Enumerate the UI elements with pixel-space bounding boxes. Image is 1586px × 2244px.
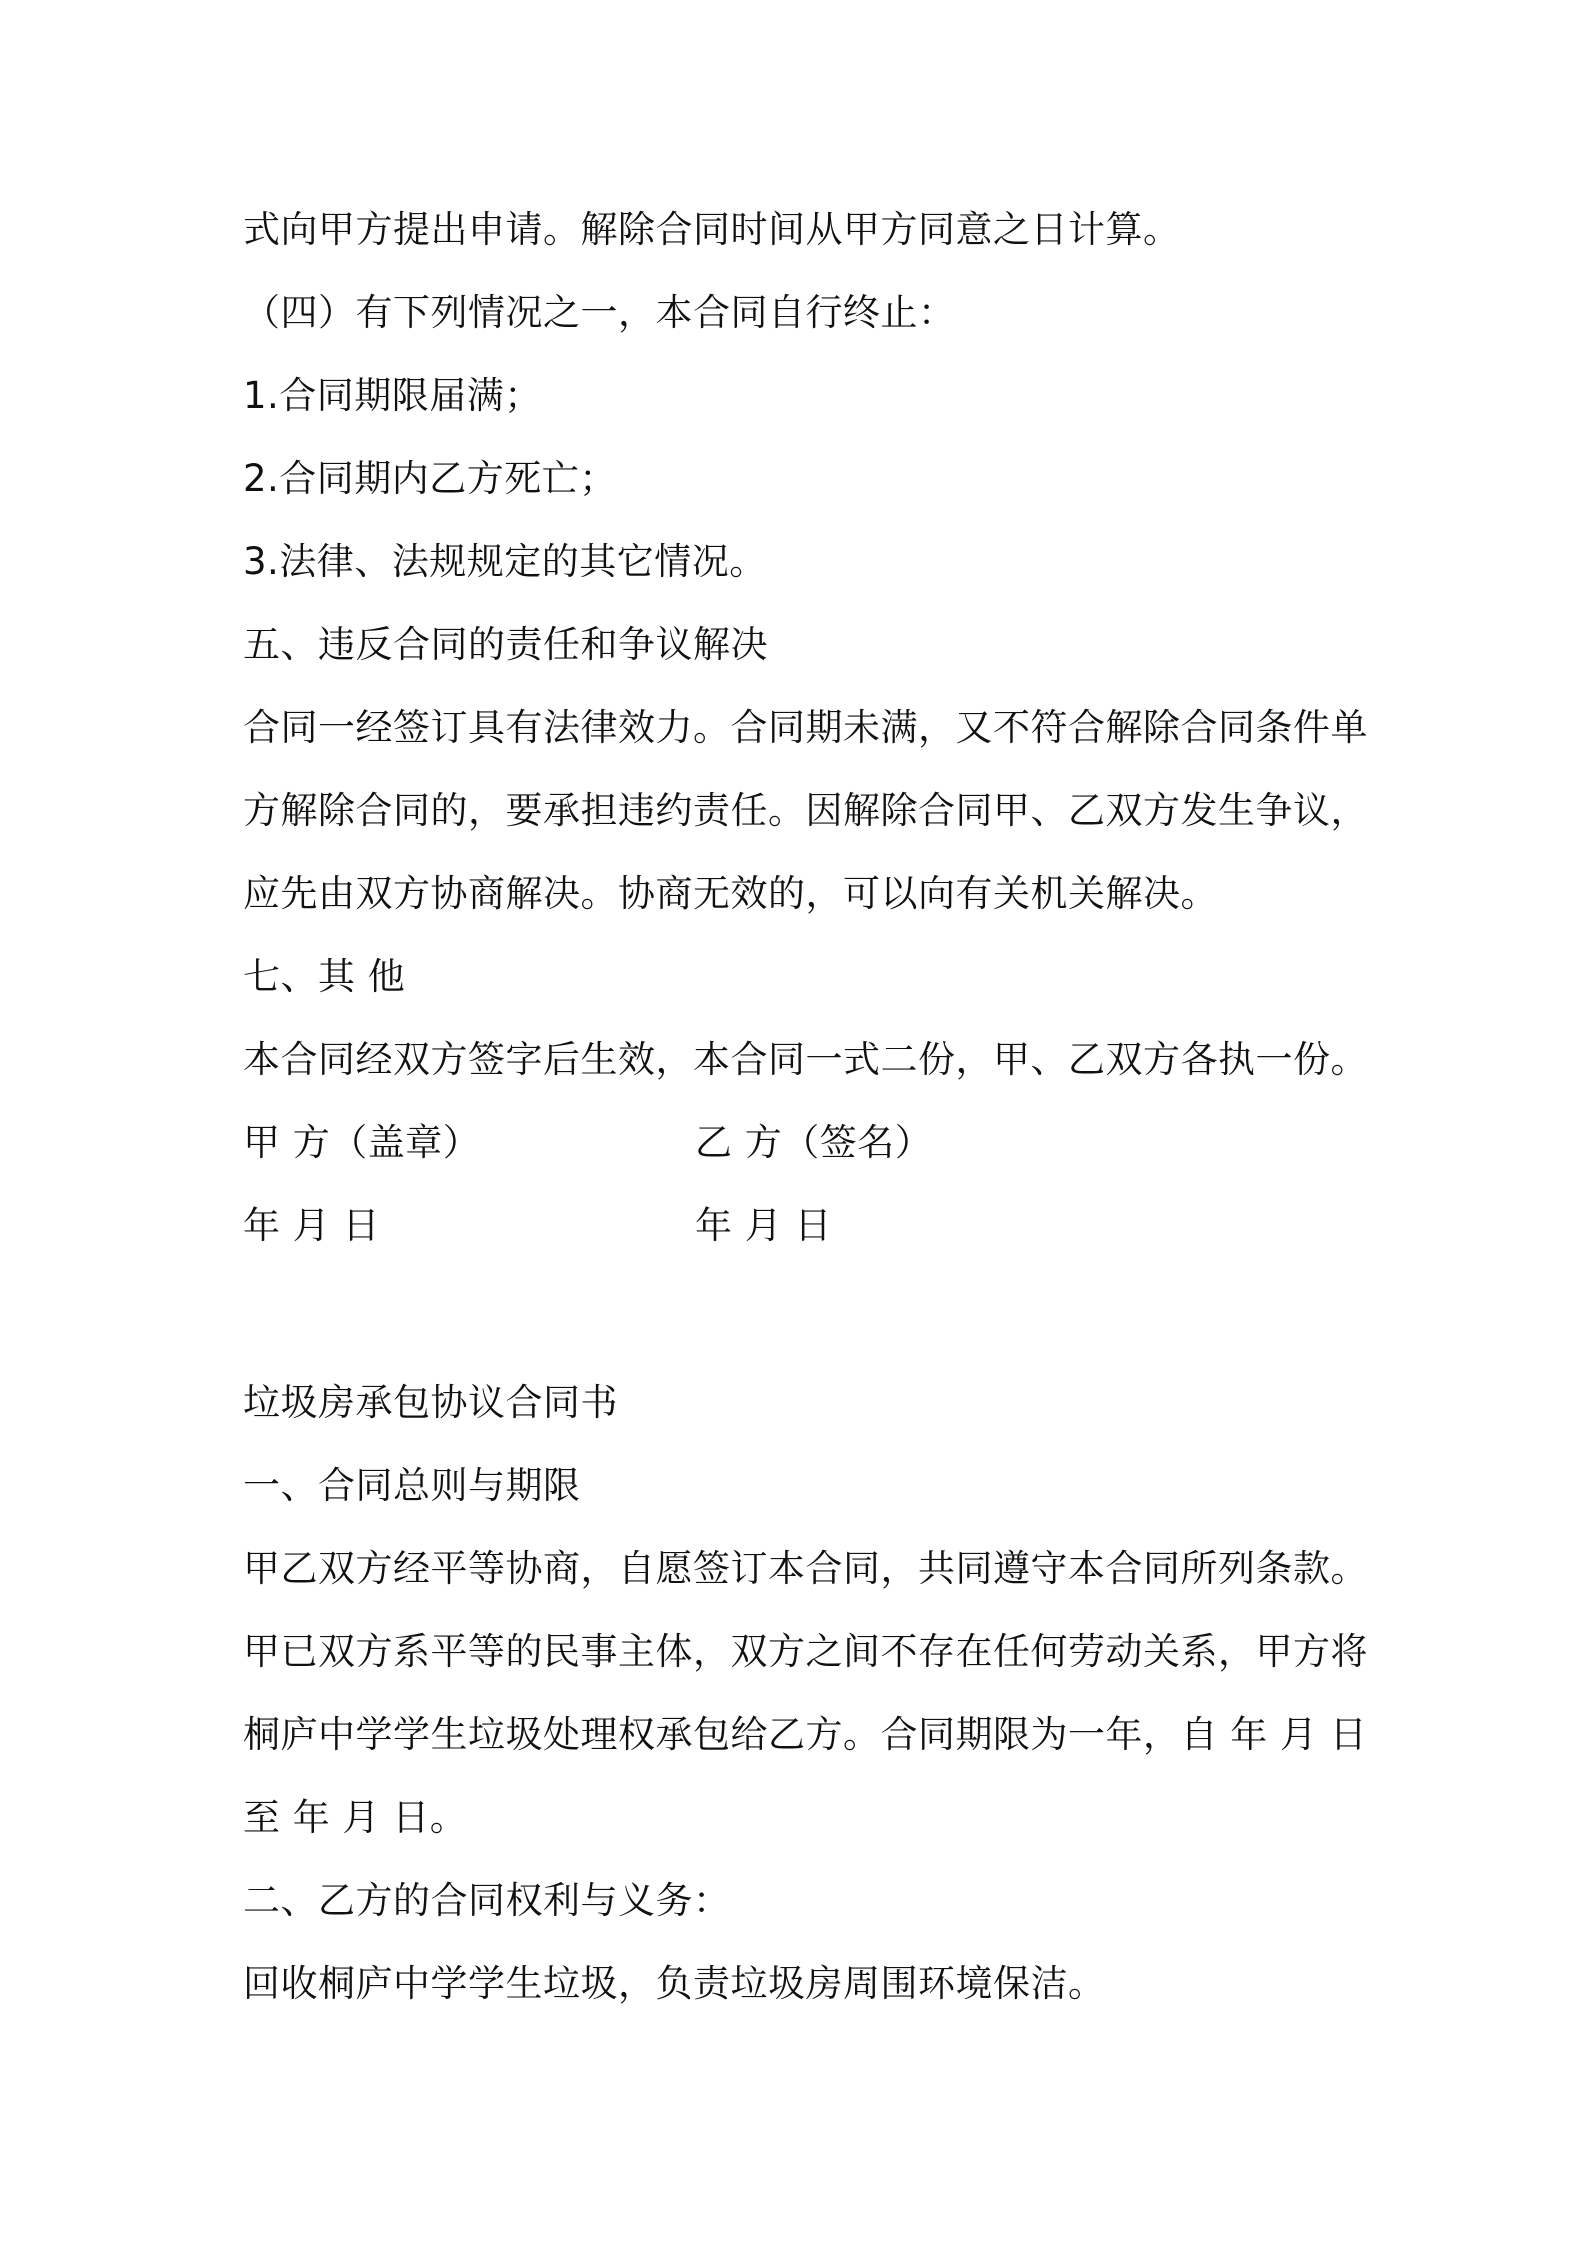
text-line: 应先由双方协商解决。协商无效的，可以向有关机关解决。 [243,872,1218,915]
text-line: 本合同经双方签字后生效，本合同一式二份，甲、乙双方各执一份。 [243,1038,1368,1081]
list-item: 3.法律、法规规定的其它情况。 [243,540,767,583]
party-b-signature: 乙 方（签名） [695,1121,933,1164]
text-line: 回收桐庐中学学生垃圾，负责垃圾房周围环境保洁。 [243,1962,1106,2005]
list-item: 1.合同期限届满； [243,374,542,417]
section-one-heading: 一、合同总则与期限 [243,1464,581,1507]
contract-title: 垃圾房承包协议合同书 [243,1381,618,1424]
text-line: 式向甲方提出申请。解除合同时间从甲方同意之日计算。 [243,208,1181,251]
party-a-date: 年 月 日 [243,1204,381,1247]
text-line: 甲已双方系平等的民事主体，双方之间不存在任何劳动关系，甲方将 [243,1630,1368,1673]
clause-four-heading: （四）有下列情况之一，本合同自行终止： [243,291,956,334]
text-line: 至 年 月 日。 [243,1796,468,1839]
text-line: 合同一经签订具有法律效力。合同期未满，又不符合解除合同条件单 [243,706,1368,749]
text-line: 甲乙双方经平等协商，自愿签订本合同，共同遵守本合同所列条款。 [243,1547,1368,1590]
party-b-date: 年 月 日 [695,1204,833,1247]
text-line: 桐庐中学学生垃圾处理权承包给乙方。合同期限为一年，自 年 月 日 [243,1713,1368,1756]
text-line: 方解除合同的，要承担违约责任。因解除合同甲、乙双方发生争议， [243,789,1368,832]
section-five-heading: 五、违反合同的责任和争议解决 [243,623,768,666]
section-seven-heading: 七、其 他 [243,955,406,998]
list-item: 2.合同期内乙方死亡； [243,457,617,500]
section-two-heading: 二、乙方的合同权利与义务： [243,1879,731,1922]
party-a-signature: 甲 方（盖章） [243,1121,481,1164]
